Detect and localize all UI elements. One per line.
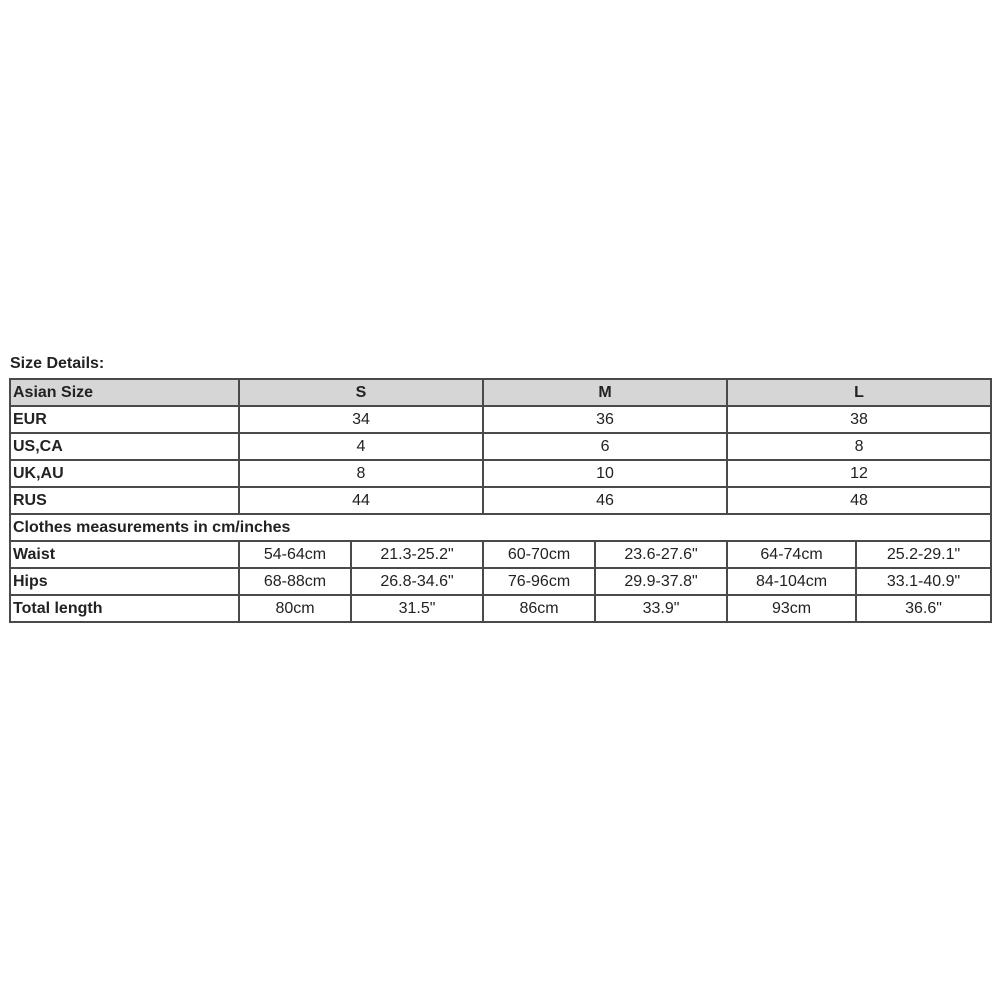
table-cell: 60-70cm xyxy=(483,541,595,568)
table-cell: 93cm xyxy=(727,595,856,622)
table-cell: 10 xyxy=(483,460,727,487)
table-cell: 31.5" xyxy=(351,595,483,622)
size-m-header: M xyxy=(483,379,727,406)
size-l-header: L xyxy=(727,379,991,406)
table-row xyxy=(10,541,991,568)
table-row xyxy=(10,568,991,595)
table-cell: 8 xyxy=(239,460,483,487)
table-cell: 4 xyxy=(239,433,483,460)
table-cell: 23.6-27.6" xyxy=(595,541,727,568)
table-cell: 29.9-37.8" xyxy=(595,568,727,595)
table-row xyxy=(10,487,991,514)
table-row xyxy=(10,406,991,433)
row-label: EUR xyxy=(10,406,239,433)
size-chart-table xyxy=(9,378,992,623)
table-cell: 36.6" xyxy=(856,595,991,622)
table-cell: 36 xyxy=(483,406,727,433)
table-header-row xyxy=(10,379,991,406)
table-cell: 6 xyxy=(483,433,727,460)
table-cell: 21.3-25.2" xyxy=(351,541,483,568)
table-cell: 38 xyxy=(727,406,991,433)
table-cell: 80cm xyxy=(239,595,351,622)
section-header-row xyxy=(10,514,991,541)
row-label: UK,AU xyxy=(10,460,239,487)
row-label: Total length xyxy=(10,595,239,622)
table-cell: 76-96cm xyxy=(483,568,595,595)
size-details-title: Size Details: xyxy=(10,355,105,372)
table-cell: 26.8-34.6" xyxy=(351,568,483,595)
table-cell: 34 xyxy=(239,406,483,433)
measurements-section-label: Clothes measurements in cm/inches xyxy=(10,514,991,541)
table-row xyxy=(10,433,991,460)
table-cell: 64-74cm xyxy=(727,541,856,568)
table-cell: 33.1-40.9" xyxy=(856,568,991,595)
size-s-header: S xyxy=(239,379,483,406)
row-label: US,CA xyxy=(10,433,239,460)
table-row xyxy=(10,595,991,622)
header-label-cell: Asian Size xyxy=(10,379,239,406)
table-cell: 68-88cm xyxy=(239,568,351,595)
table-cell: 25.2-29.1" xyxy=(856,541,991,568)
table-row xyxy=(10,460,991,487)
table-cell: 48 xyxy=(727,487,991,514)
table-cell: 44 xyxy=(239,487,483,514)
table-cell: 86cm xyxy=(483,595,595,622)
table-cell: 46 xyxy=(483,487,727,514)
table-cell: 33.9" xyxy=(595,595,727,622)
table-cell: 8 xyxy=(727,433,991,460)
table-cell: 12 xyxy=(727,460,991,487)
table-cell: 54-64cm xyxy=(239,541,351,568)
row-label: Waist xyxy=(10,541,239,568)
row-label: RUS xyxy=(10,487,239,514)
row-label: Hips xyxy=(10,568,239,595)
table-cell: 84-104cm xyxy=(727,568,856,595)
